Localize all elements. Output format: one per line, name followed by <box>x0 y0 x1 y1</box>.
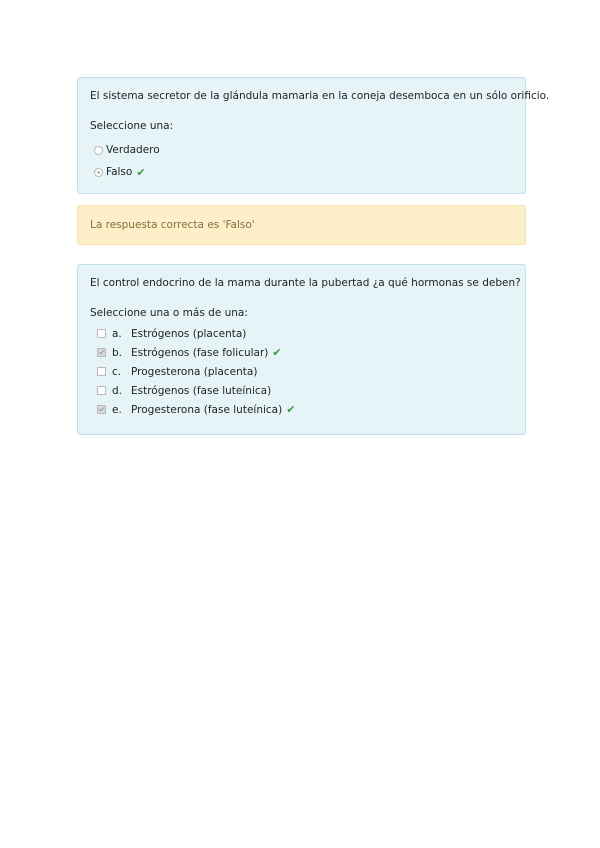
question-2-prompt: Seleccione una o más de una: <box>90 307 248 319</box>
correct-check-icon: ✔ <box>272 346 282 359</box>
answer-falso[interactable] <box>90 161 513 183</box>
checkbox-c[interactable] <box>97 367 106 376</box>
answer-d-label: Estrógenos (fase luteínica) <box>131 384 272 397</box>
answer-a[interactable] <box>90 324 513 343</box>
checkbox-b[interactable] <box>97 348 106 357</box>
answer-e[interactable] <box>90 400 513 419</box>
correct-check-icon: ✔ <box>286 403 296 416</box>
answer-b[interactable] <box>90 343 513 362</box>
radio-falso[interactable] <box>94 168 103 177</box>
answer-a-label: Estrógenos (placenta) <box>131 327 247 340</box>
answer-c-label: Progesterona (placenta) <box>131 365 258 378</box>
checkbox-e[interactable] <box>97 405 106 414</box>
answer-c[interactable] <box>90 362 513 381</box>
correct-check-icon: ✔ <box>136 165 146 179</box>
answer-verdadero[interactable] <box>90 139 513 161</box>
question-1-answers <box>90 139 513 183</box>
question-1-panel <box>77 77 550 194</box>
answer-d[interactable] <box>90 381 513 400</box>
question-2-answers <box>90 324 513 419</box>
feedback-panel <box>77 205 526 245</box>
feedback-text: La respuesta correcta es 'Falso' <box>90 219 255 231</box>
question-2-panel <box>77 264 526 435</box>
answer-verdadero-label: Verdadero <box>106 144 160 156</box>
answer-a-letter: a. <box>112 327 122 340</box>
checkbox-a[interactable] <box>97 329 106 338</box>
question-1-prompt: Seleccione una: <box>90 120 174 132</box>
answer-d-letter: d. <box>112 384 123 397</box>
answer-e-label: Progesterona (fase luteínica) <box>131 403 283 416</box>
answer-e-letter: e. <box>112 403 122 416</box>
radio-verdadero[interactable] <box>94 146 103 155</box>
answer-b-label: Estrógenos (fase folicular) <box>131 346 269 359</box>
question-2-text: El control endocrino de la mama durante la pubertad ¿a qué hormonas se deben? <box>90 277 521 289</box>
answer-c-letter: c. <box>112 365 122 378</box>
checkbox-d[interactable] <box>97 386 106 395</box>
question-1-text: El sistema secretor de la glándula mamaria en la coneja desemboca en un sólo orificio. <box>90 90 550 102</box>
answer-b-letter: b. <box>112 346 123 359</box>
answer-falso-label: Falso <box>106 166 133 178</box>
